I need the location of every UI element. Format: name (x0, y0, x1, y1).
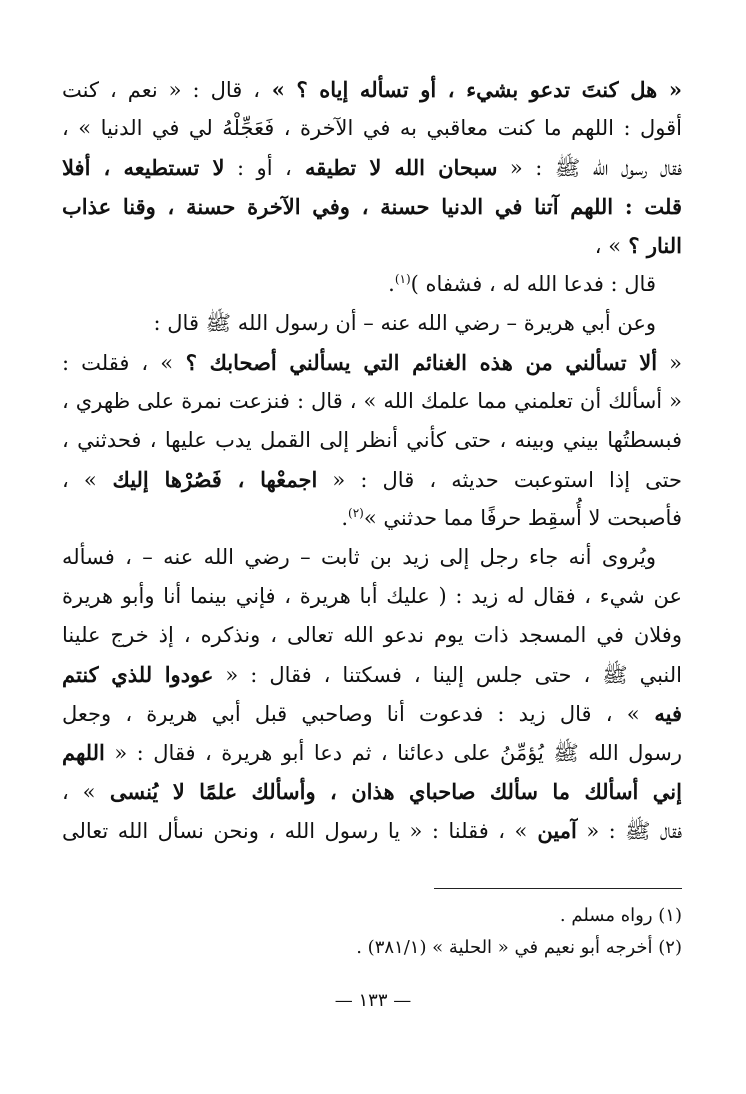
text-line (62, 265, 682, 304)
footnote-divider (434, 888, 682, 889)
text-segment: فأصبحت لا أُسقِط حرفًا مما حدثني » (363, 506, 682, 530)
text-segment: فقال رسول الله ﷺ : « (497, 156, 682, 180)
text-line (62, 811, 682, 850)
text-line (62, 577, 682, 616)
text-segment: ألا تسألني من هذه الغنائم التي يسألني أصحابك ؟ (173, 350, 658, 375)
text-line (62, 304, 682, 343)
text-segment: . (341, 506, 349, 530)
text-segment: ويُروى أنه جاء رجل إلى زيد بن ثابت – رضي الله عنه – ، فسأله (62, 545, 656, 569)
text-line (62, 226, 682, 265)
text-segment: » ، قال زيد : فدعوت أنا وصاحبي قبل أبي هريرة ، وجعل (62, 702, 640, 726)
text-segment: ، قال : « نعم ، كنت (62, 78, 261, 102)
text-line (62, 421, 682, 460)
footnote-1: (١) رواه مسلم . (559, 905, 682, 926)
text-segment: عودوا للذي كنتم (62, 662, 214, 687)
text-segment: النار ؟ (621, 233, 682, 258)
text-segment: » ، فقلت : (62, 351, 174, 375)
text-segment: اجمعْها ، فَصُرْها إليك (96, 467, 318, 492)
text-segment: وعن أبي هريرة – رضي الله عنه – أن رسول الله ﷺ قال : (153, 311, 656, 335)
text-segment: فيه (639, 701, 682, 726)
text-line (62, 343, 682, 382)
text-segment: النبي ﷺ ، حتى جلس إلينا ، فسكتنا ، فقال : « (213, 663, 682, 687)
text-segment: قال : فدعا الله له ، فشفاه ) (410, 272, 656, 296)
text-segment: » ، فقلنا : « يا رسول الله ، ونحن نسأل الله تعالى (62, 819, 528, 843)
text-line (62, 70, 682, 109)
text-segment: فبسطتُها بيني وبينه ، حتى كأني أنظر إلى القمل يدب عليها ، فحدثني ، (62, 428, 682, 452)
text-segment: قلت : اللهم آتنا في الدنيا حسنة ، وفي الآخرة حسنة ، وقنا عذاب (62, 194, 682, 219)
text-line (62, 655, 682, 694)
text-line (62, 538, 682, 577)
text-segment: إني أسألك ما سألك صاحباي هذان ، وأسألك علمًا لا يُنسى (95, 779, 682, 804)
text-segment: « هل كنتَ تدعو بشيء ، أو تسأله إياه ؟ » (260, 77, 683, 102)
text-segment: » ، (594, 234, 622, 258)
text-segment: حتى إذا استوعبت حديثه ، قال : « (317, 468, 682, 492)
text-line (62, 460, 682, 499)
footnote-marker: (٢) (348, 506, 364, 520)
text-segment: فقال ﷺ : « (576, 819, 682, 843)
text-segment: سبحان الله لا تطيقه (291, 155, 498, 180)
text-line (62, 109, 682, 148)
text-segment: ، أو : (224, 156, 292, 180)
book-page (0, 70, 746, 1094)
text-line (62, 694, 682, 733)
text-line (62, 187, 682, 226)
footnotes (62, 900, 682, 964)
text-line (62, 733, 682, 772)
text-segment: لا تستطيعه ، أفلا (62, 155, 225, 180)
body-text (62, 70, 682, 850)
footnote-marker: (١) (394, 272, 411, 286)
text-segment: » ، (62, 780, 96, 804)
text-line (62, 382, 682, 421)
text-segment: « (657, 351, 682, 375)
text-line (62, 772, 682, 811)
text-segment: اللهم (62, 740, 105, 765)
text-line (62, 616, 682, 655)
text-segment: أقول : اللهم ما كنت معاقبي به في الآخرة ، فَعَجِّلْهُ لي في الدنيا » ، (62, 116, 682, 140)
text-segment: وفلان في المسجد ذات يوم ندعو الله تعالى ، ونذكره ، إذ خرج علينا (62, 623, 682, 647)
text-segment: « أسألك أن تعلمني مما علمك الله » ، قال : فنزعت نمرة على ظهري ، (62, 389, 682, 413)
text-segment: عن شيء ، فقال له زيد : ( عليك أبا هريرة ، فإني بينما أنا وأبو هريرة (62, 584, 682, 608)
page-number: — ١٣٣ — (334, 990, 412, 1011)
footnote-2: (٢) أخرجه أبو نعيم في « الحلية » (٣٨١/١) . (356, 937, 682, 958)
text-line (62, 148, 682, 187)
text-line (62, 499, 682, 538)
text-segment: رسول الله ﷺ يُؤمِّنُ على دعائنا ، ثم دعا أبو هريرة ، فقال : « (104, 741, 682, 765)
text-segment: آمين (527, 818, 577, 843)
text-segment: . (388, 272, 395, 296)
text-segment: » ، (62, 468, 97, 492)
